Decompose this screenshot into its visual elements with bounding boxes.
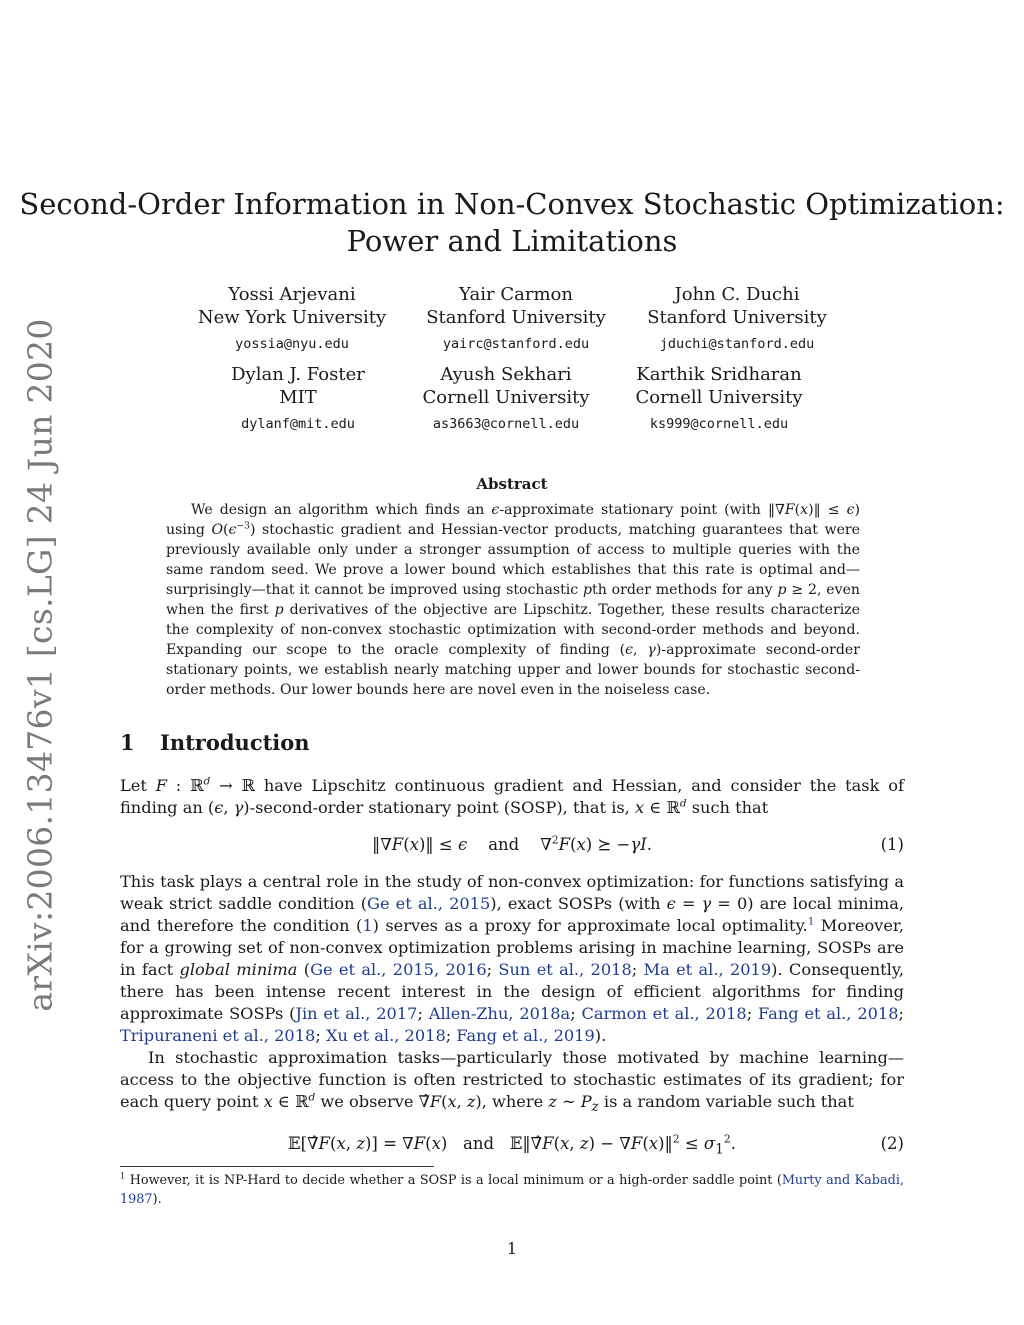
author-email[interactable]: dylanf@mit.edu bbox=[241, 416, 355, 432]
author-block bbox=[188, 363, 408, 436]
citation-link[interactable]: Carmon et al., 2018 bbox=[581, 1004, 747, 1023]
author-name: Yossi Arjevani bbox=[228, 284, 356, 305]
section-title: Introduction bbox=[160, 730, 310, 755]
author-name: Karthik Sridharan bbox=[636, 364, 802, 385]
author-block bbox=[627, 283, 847, 356]
author-email[interactable]: yairc@stanford.edu bbox=[442, 336, 590, 352]
author-affiliation: MIT bbox=[279, 387, 317, 408]
author-name: John C. Duchi bbox=[674, 284, 800, 305]
equation-number: (2) bbox=[880, 1134, 904, 1153]
author-email[interactable]: yossia@nyu.edu bbox=[235, 336, 349, 352]
author-block bbox=[609, 363, 829, 436]
author-email[interactable]: ks999@cornell.edu bbox=[649, 416, 789, 432]
citation-link[interactable]: Xu et al., 2018 bbox=[325, 1026, 446, 1045]
author-email[interactable]: as3663@cornell.edu bbox=[432, 416, 580, 432]
author-block bbox=[406, 283, 626, 356]
equation-2 bbox=[120, 1134, 904, 1157]
abstract-heading: Abstract bbox=[476, 475, 548, 493]
arxiv-stamp bbox=[20, 318, 60, 1012]
footnote-ref[interactable]: 1 bbox=[807, 915, 815, 928]
section-number: 1 bbox=[120, 730, 135, 755]
author-email[interactable]: jduchi@stanford.edu bbox=[659, 336, 815, 352]
abstract-body: We design an algorithm which finds an ϵ-approximate stationary point (with ‖∇F(x)‖ ≤ ϵ) using $O(\epsilon^{-3})$ stochastic gradient and Hessian-vector products, matching guarantees that were previously available only under a stronger assumption of access to multiple queries with the same random seed. We prove a lower bound which establishes that this rate is optimal and—surprisingly—that it cannot be improved using stochastic pth order methods for any p ≥ 2, even when the first p derivatives of the objective are Lipschitz. Together, these results characterize the complexity of non-convex stochastic optimization with second-order methods and beyond. Expanding our scope to the oracle complexity of finding (ϵ, γ)-approximate second-order stationary points, we establish nearly matching upper and lower bounds for stochastic second-order methods. Our lower bounds here are novel even in the noiseless case. bbox=[166, 502, 860, 698]
equation-number: (1) bbox=[880, 835, 904, 854]
citation-link[interactable]: Ma et al., 2019 bbox=[643, 960, 772, 979]
author-name: Dylan J. Foster bbox=[231, 364, 365, 385]
citation-link[interactable]: Fang et al., 2018 bbox=[758, 1004, 899, 1023]
paper-title-line-2: Power and Limitations bbox=[346, 224, 678, 258]
citation-link[interactable]: Fang et al., 2019 bbox=[456, 1026, 595, 1045]
citation-link[interactable]: Allen-Zhu, 2018a bbox=[428, 1004, 571, 1023]
footnote-divider bbox=[120, 1166, 434, 1167]
equation-ref-link[interactable]: 1 bbox=[362, 916, 373, 935]
citation-link[interactable]: Sun et al., 2018 bbox=[498, 960, 632, 979]
author-name: Ayush Sekhari bbox=[440, 364, 572, 385]
citation-link[interactable]: Tripuraneni et al., 2018 bbox=[120, 1026, 316, 1045]
equation-connector: and bbox=[463, 1134, 495, 1153]
section-heading bbox=[120, 730, 310, 755]
equation-connector: and bbox=[488, 835, 520, 854]
citation-link[interactable]: Murty and Kabadi, 1987 bbox=[120, 1173, 904, 1207]
author-block bbox=[182, 283, 402, 356]
page-number: 1 bbox=[506, 1239, 518, 1258]
paragraph: Let F : ℝ$^d$ → ℝ have Lipschitz continuous gradient and Hessian, and consider the task of finding an (ϵ, γ)-second-order stationary point (SOSP), that is, x ∈ ℝ$^d$ such that bbox=[120, 775, 904, 817]
equation-1 bbox=[120, 835, 904, 854]
paper-title-line-1: Second-Order Information in Non-Convex Stochastic Optimization: bbox=[19, 187, 1005, 221]
footnote: $^1$ However, it is NP-Hard to decide whether a SOSP is a local minimum or a high-order saddle point (Murty and Kabadi, 1987). bbox=[120, 1170, 904, 1207]
author-block bbox=[396, 363, 616, 436]
author-affiliation: Stanford University bbox=[647, 307, 827, 328]
author-affiliation: Cornell University bbox=[635, 387, 803, 408]
author-affiliation: Stanford University bbox=[426, 307, 606, 328]
author-affiliation: New York University bbox=[197, 307, 387, 328]
author-name: Yair Carmon bbox=[459, 284, 573, 305]
footnote-mark: 1 bbox=[120, 1170, 126, 1181]
citation-link[interactable]: Ge et al., 2015 bbox=[367, 894, 491, 913]
citation-link[interactable]: Jin et al., 2017 bbox=[295, 1004, 418, 1023]
citation-link[interactable]: Ge et al., 2015, 2016 bbox=[310, 960, 487, 979]
arxiv-id-text: arXiv:2006.13476v1 [cs.LG] 24 Jun 2020 bbox=[20, 318, 60, 1012]
paragraph: This task plays a central role in the study of non-convex optimization: for functions satisfying a weak strict saddle condition (Ge et al., 2015), exact SOSPs (with ϵ = γ = 0) are local minima, and therefore the condition (1) serves as a proxy for approximate local optimality.$^1$ Moreover, for a growing set of non-convex optimization problems arising in machine learning, SOSPs are in fact global minima (Ge et al., 2015, 2016; Sun et al., 2018; Ma et al., 2019). Consequently, there has been intense recent interest in the design of efficient algorithms for finding approximate SOSPs (Jin et al., 2017; Allen-Zhu, 2018a; Carmon et al., 2018; Fang et al., 2018; Tripuraneni et al., 2018; Xu et al., 2018; Fang et al., 2019). In stochastic approximation tasks—particularly those motivated by machine learning—access to the objective function is often restricted to stochastic estimates of its gradient; for each query point x ∈ ℝ$^d$ we observe ∇̂F(x, z), where z ∼ $P_z$ is a random variable such that bbox=[120, 872, 905, 1116]
author-affiliation: Cornell University bbox=[422, 387, 590, 408]
equation-body: ‖∇F(x)‖ ≤ ϵ and ∇$^2$F(x) ⪰ −γI. bbox=[371, 833, 653, 854]
equation-body: 𝔼[∇̂F(x, z)] = ∇F(x) and 𝔼‖∇̂F(x, z) − ∇F(x)‖$^2$ ≤ $\sigma_1^2$. bbox=[288, 1132, 736, 1158]
